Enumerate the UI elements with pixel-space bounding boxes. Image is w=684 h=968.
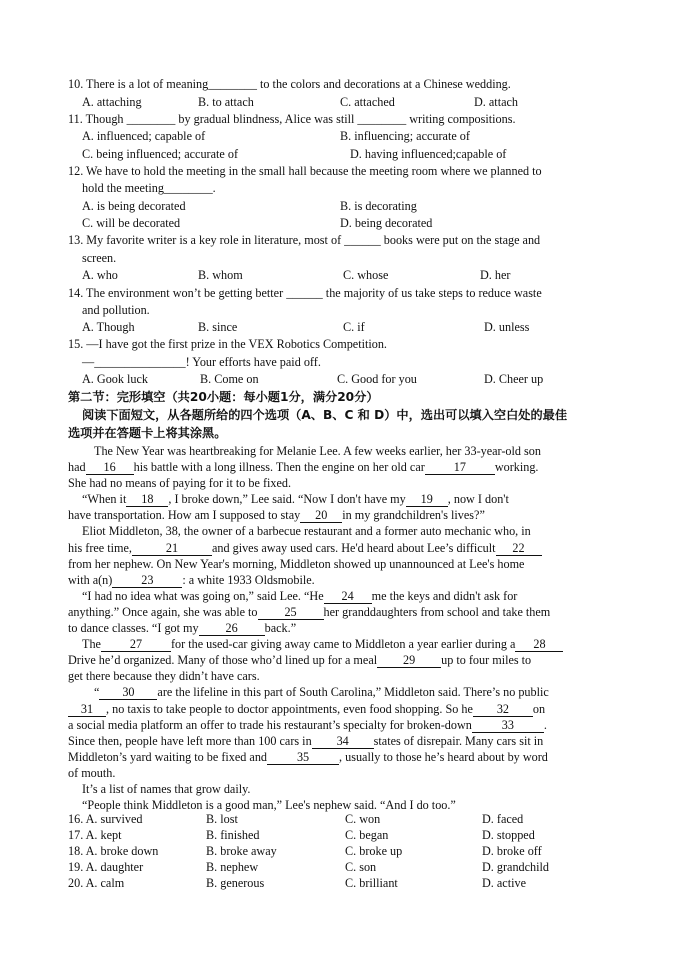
q13-option-a: A. who [82, 268, 118, 282]
blank-33: 33 [472, 719, 544, 733]
q16-option-a: 16. A. survived [68, 812, 143, 826]
blank-25: 25 [258, 606, 324, 620]
passage-text: in my grandchildren's lives?” [342, 508, 485, 523]
passage-line [68, 797, 616, 813]
blank-20: 20 [300, 509, 342, 523]
q11-option-a: A. influenced; capable of [82, 129, 206, 143]
q15-option-a: A. Gook luck [82, 372, 149, 386]
q17-option-d: D. stopped [482, 828, 535, 842]
question-15-stem-cont: —_______________! Your efforts have paid off. [82, 355, 321, 369]
passage-paragraph [68, 443, 616, 459]
q13-option-d: D. her [480, 268, 511, 282]
passage-line [68, 701, 616, 717]
question-13-stem: 13. My favorite writer is a key role in literature, most of ______ books were put on the stage and [68, 233, 541, 247]
passage-text: his free time, [68, 540, 132, 555]
passage-text: It’s a list of names that grow daily. [82, 781, 251, 796]
q10-option-d: D. attach [474, 95, 518, 109]
q19-option-c: C. son [345, 860, 377, 874]
q11-option-b: B. influencing; accurate of [340, 129, 470, 143]
question-10-stem: 10. There is a lot of meaning________ to the colors and decorations at a Chinese wedding. [68, 77, 511, 91]
passage-line [68, 749, 616, 765]
q16-option-d: D. faced [482, 812, 524, 826]
q14-option-b: B. since [198, 320, 238, 334]
passage-line [68, 733, 616, 749]
q12-option-a: A. is being decorated [82, 199, 186, 213]
q16-option-c: C. won [345, 812, 381, 826]
passage-text: “ [94, 685, 100, 700]
blank-17: 17 [425, 461, 495, 475]
q16-option-b: B. lost [206, 812, 238, 826]
blank-29: 29 [377, 654, 441, 668]
q10-option-c: C. attached [340, 95, 395, 109]
q12-option-d: D. being decorated [340, 216, 433, 230]
blank-18: 18 [126, 493, 168, 507]
q13-option-b: B. whom [198, 268, 243, 282]
q19-option-d: D. grandchild [482, 860, 550, 874]
passage-line [68, 491, 616, 507]
passage-text: . [543, 717, 547, 732]
blank-32: 32 [473, 703, 533, 717]
passage-text: states of disrepair. Many cars sit in [373, 733, 544, 748]
q13-option-c: C. whose [343, 268, 389, 282]
q11-option-c: C. being influenced; accurate of [82, 147, 238, 161]
passage-text: Middleton’s yard waiting to be fixed and [68, 749, 268, 764]
section-title: 第二节：完形填空（共20小题：每小题1分，满分20分） [68, 390, 379, 404]
question-12-stem-cont: hold the meeting________. [82, 181, 216, 195]
blank-22: 22 [496, 542, 542, 556]
question-14-stem-cont: and pollution. [82, 303, 150, 317]
q15-option-b: B. Come on [200, 372, 259, 386]
passage-text: Drive he’d organized. Many of those who’d lined up for a meal [68, 653, 378, 668]
passage-text: “People think Middleton is a good man,” Lee's nephew said. “And I do too.” [82, 798, 456, 813]
passage-line: from her nephew. On New Year's morning, Middleton showed up unannounced at Lee's home [68, 556, 525, 571]
question-11-stem: 11. Though ________ by gradual blindness, Alice was still ________ writing compositions. [68, 112, 516, 126]
passage-line [68, 652, 616, 668]
blank-23: 23 [112, 574, 182, 588]
passage-line [68, 540, 616, 556]
passage-text: her granddaughters from school and take them [323, 604, 551, 619]
passage-line [68, 620, 616, 636]
passage-line [68, 523, 616, 539]
q17-option-a: 17. A. kept [68, 828, 122, 842]
passage-text: The [82, 637, 101, 652]
q20-option-b: B. generous [206, 876, 265, 890]
passage-text: Since then, people have left more than 100 cars in [68, 733, 312, 748]
passage-line [68, 684, 616, 700]
passage-text: , usually to those he’s heard about by word [339, 749, 548, 764]
passage-text: and gives away used cars. He'd heard about Lee’s difficult [211, 540, 496, 555]
q20-option-a: 20. A. calm [68, 876, 125, 890]
passage-text: to dance classes. “I got my [68, 621, 199, 636]
blank-30: 30 [99, 686, 157, 700]
question-14-stem: 14. The environment won’t be getting better ______ the majority of us take steps to reduce waste [68, 286, 542, 300]
passage-text: , no taxis to take people to doctor appointments, even food shopping. So he [106, 701, 473, 716]
cloze-passage [68, 443, 616, 813]
passage-line: The New Year was heartbreaking for Melanie Lee. A few weeks earlier, her 33-year-old son [94, 444, 541, 458]
passage-line: She had no means of paying for it to be fixed. [68, 476, 292, 491]
passage-text: anything.” Once again, she was able to [68, 604, 258, 619]
passage-text: his battle with a long illness. Then the engine on her old car [133, 460, 425, 475]
section-instruction: 阅读下面短文，从各题所给的四个选项（A、B、C 和 D）中，选出可以填入空白处的最佳 [82, 408, 568, 422]
passage-text: a social media platform an offer to trade his restaurant’s specialty for broken-down [68, 717, 472, 732]
q12-option-c: C. will be decorated [82, 216, 181, 230]
q11-option-d: D. having influenced;capable of [350, 147, 507, 161]
question-13-stem-cont: screen. [82, 251, 117, 265]
q18-option-c: C. broke up [345, 844, 403, 858]
passage-line [68, 781, 616, 797]
q15-option-d: D. Cheer up [484, 372, 544, 386]
q10-option-a: A. attaching [82, 95, 142, 109]
passage-line [68, 717, 616, 733]
blank-21: 21 [132, 542, 212, 556]
q18-option-d: D. broke off [482, 844, 542, 858]
passage-text: , I broke down,” Lee said. “Now I don't have my [168, 492, 406, 507]
blank-27: 27 [101, 638, 171, 652]
passage-text: on [532, 701, 546, 716]
question-15-stem: 15. —I have got the first prize in the VEX Robotics Competition. [68, 337, 387, 351]
passage-line [68, 459, 616, 475]
passage-text: me the keys and didn't ask for [371, 588, 518, 603]
passage-text: with a(n) [68, 572, 113, 587]
q20-option-c: C. brilliant [345, 876, 398, 890]
blank-24: 24 [324, 590, 372, 604]
passage-text: have transportation. How am I supposed to stay [68, 508, 301, 523]
question-12-stem: 12. We have to hold the meeting in the small hall because the meeting room where we planned to [68, 164, 542, 178]
q14-option-d: D. unless [484, 320, 530, 334]
passage-text: are the lifeline in this part of South Carolina,” Middleton said. There’s no public [157, 685, 549, 700]
passage-line [68, 604, 616, 620]
passage-text: “I had no idea what was going on,” said Lee. “He [82, 588, 324, 603]
blank-31: 31 [68, 703, 106, 717]
passage-line: of mouth. [68, 765, 116, 780]
blank-16: 16 [86, 461, 134, 475]
q12-option-b: B. is decorating [340, 199, 417, 213]
passage-line [68, 636, 616, 652]
q17-option-b: B. finished [206, 828, 260, 842]
section-instruction-cont: 选项并在答题卡上将其涂黑。 [68, 426, 227, 440]
blank-19: 19 [406, 493, 448, 507]
blank-26: 26 [199, 622, 265, 636]
passage-text: Eliot Middleton, 38, the owner of a barbecue restaurant and a former auto mechanic who, in [82, 524, 531, 539]
q14-option-a: A. Though [82, 320, 135, 334]
q19-option-b: B. nephew [206, 860, 259, 874]
q18-option-a: 18. A. broke down [68, 844, 159, 858]
q10-option-b: B. to attach [198, 95, 254, 109]
blank-28: 28 [515, 638, 563, 652]
blank-35: 35 [267, 751, 339, 765]
passage-text: “When it [82, 492, 127, 507]
q20-option-d: D. active [482, 876, 526, 890]
q17-option-c: C. began [345, 828, 389, 842]
passage-text: for the used-car giving away came to Middleton a year earlier during a [170, 637, 516, 652]
q19-option-a: 19. A. daughter [68, 860, 144, 874]
passage-line [68, 507, 616, 523]
q18-option-b: B. broke away [206, 844, 277, 858]
blank-34: 34 [312, 735, 374, 749]
passage-text: : a white 1933 Oldsmobile. [182, 572, 315, 587]
passage-text: had [68, 460, 86, 475]
q15-option-c: C. Good for you [337, 372, 417, 386]
q14-option-c: C. if [343, 320, 365, 334]
passage-text: back.” [264, 621, 297, 636]
passage-text: up to four miles to [441, 653, 532, 668]
passage-text: working. [494, 460, 539, 475]
passage-line [68, 572, 616, 588]
passage-line: get there because they didn’t have cars. [68, 669, 260, 684]
passage-text: , now I don't [447, 492, 509, 507]
passage-line [68, 588, 616, 604]
